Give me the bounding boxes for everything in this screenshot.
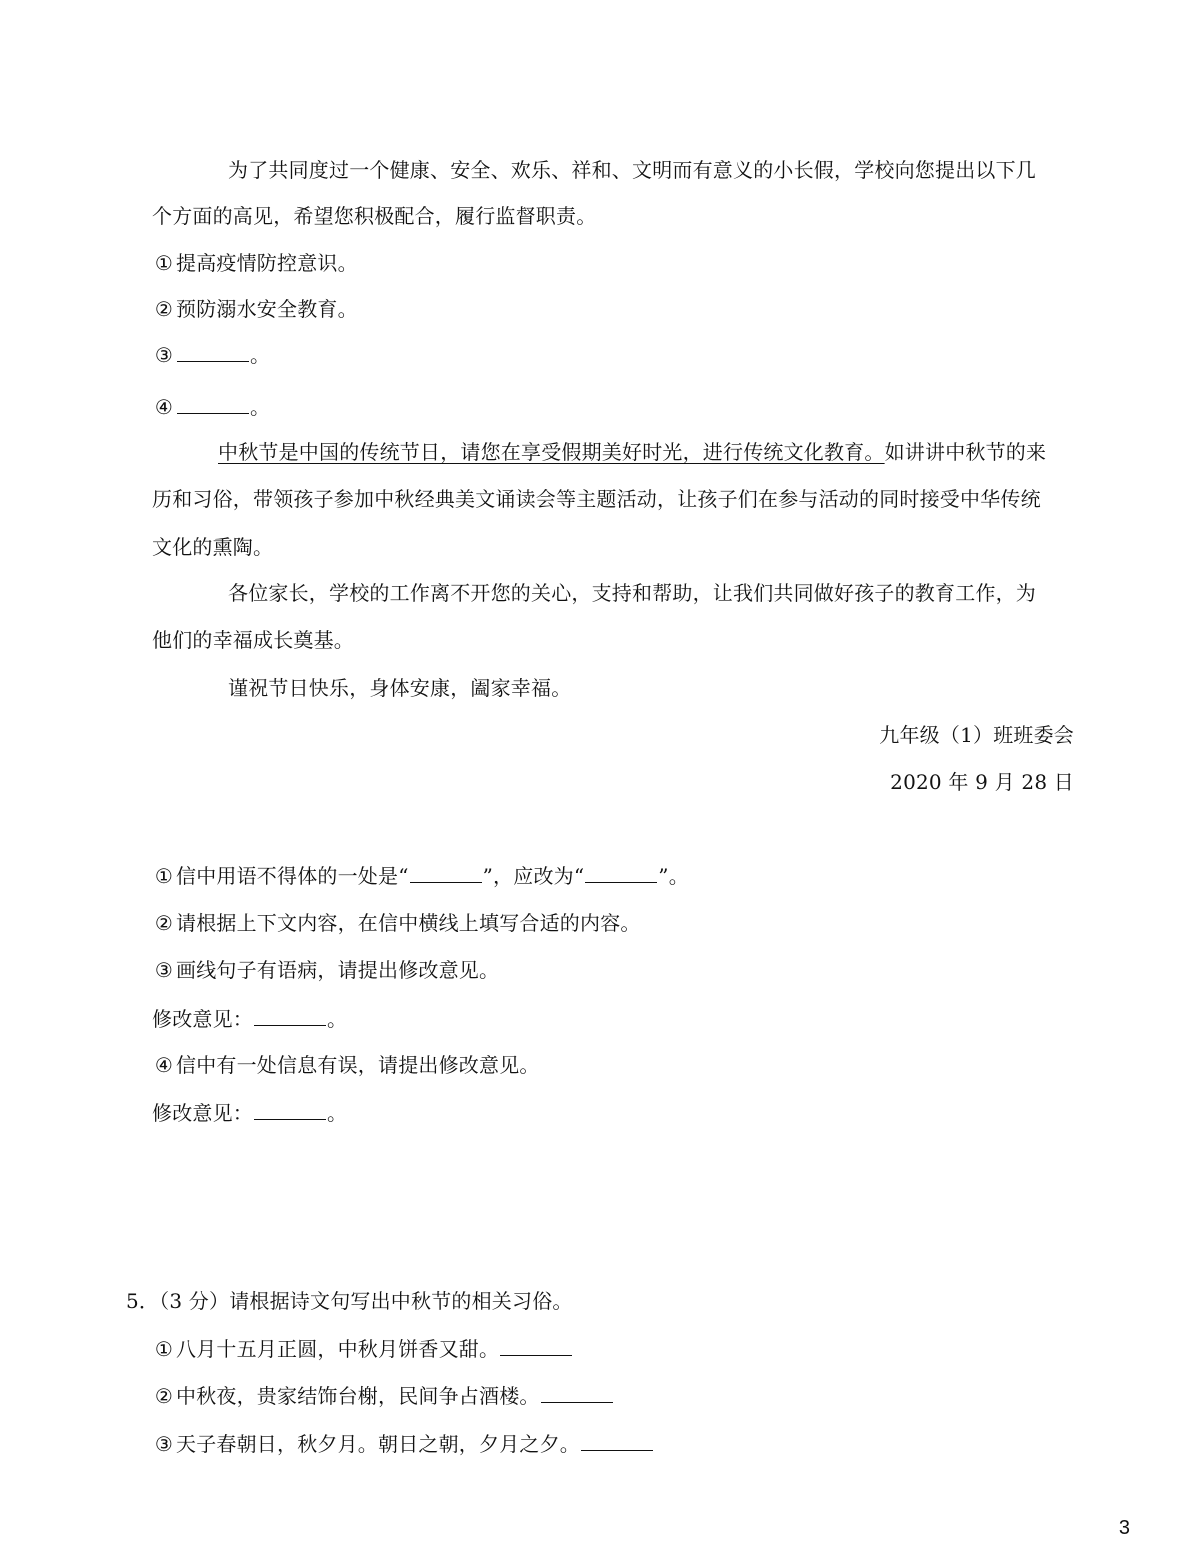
item-text: 。 <box>250 395 271 419</box>
item-text: 中秋夜，贵家结饰台榭，民间争占酒楼。 <box>176 1384 540 1408</box>
question-5-item-2 <box>152 1381 614 1411</box>
page-number: 3 <box>1118 1517 1130 1539</box>
letter-para3-line-2: 他们的幸福成长奠基。 <box>152 628 354 652</box>
item-number: ② <box>154 297 174 321</box>
item-number: ① <box>154 251 174 275</box>
question-number: ① <box>154 864 174 888</box>
letter-date: 2020 年 9 月 28 日 <box>890 770 1074 794</box>
question-text: 请根据上下文内容，在信中横线上填写合适的内容。 <box>176 911 641 935</box>
fill-blank[interactable] <box>585 862 657 883</box>
item-text: 提高疫情防控意识。 <box>176 251 358 275</box>
letter-para3-line-1: 各位家长，学校的工作离不开您的关心，支持和帮助，让我们共同做好孩子的教育工作，为 <box>228 581 1036 605</box>
question-3 <box>152 955 499 985</box>
question-text: ”，应改为“ <box>482 864 585 888</box>
fill-blank[interactable] <box>541 1382 613 1403</box>
item-number: ③ <box>154 343 174 367</box>
question-text: 画线句子有语病，请提出修改意见。 <box>176 958 500 982</box>
letter-item-1 <box>152 248 358 278</box>
question-4 <box>152 1050 540 1080</box>
letter-item-2 <box>152 294 358 324</box>
letter-wishes: 谨祝节日快乐，身体安康，阖家幸福。 <box>228 676 572 700</box>
fill-blank[interactable] <box>177 393 249 414</box>
question-number: ③ <box>154 958 174 982</box>
underlined-sentence: 中秋节是中国的传统节日，请您在享受假期美好时光，进行传统文化教育。 <box>218 440 885 464</box>
question-text: ”。 <box>658 864 689 888</box>
suggestion-label: 修改意见： <box>152 1101 253 1125</box>
item-text: 预防溺水安全教育。 <box>176 297 358 321</box>
letter-para2-line-3: 文化的熏陶。 <box>152 535 274 559</box>
item-text: 。 <box>250 343 271 367</box>
suggestion-label: 修改意见： <box>152 1007 253 1031</box>
fill-blank[interactable] <box>177 341 249 362</box>
item-number: ② <box>154 1384 174 1408</box>
question-5-title: 5．（3 分）请根据诗文句写出中秋节的相关习俗。 <box>126 1289 573 1313</box>
fill-blank[interactable] <box>581 1430 653 1451</box>
question-5-item-3 <box>152 1429 654 1459</box>
question-number: ② <box>154 911 174 935</box>
question-4-suggestion <box>152 1098 347 1128</box>
letter-signature: 九年级（1）班班委会 <box>879 723 1074 747</box>
item-number: ③ <box>154 1432 174 1456</box>
letter-para2-line-2: 历和习俗，带领孩子参加中秋经典美文诵读会等主题活动，让孩子们在参与活动的同时接受中华传统 <box>152 487 1041 511</box>
fill-blank[interactable] <box>410 862 482 883</box>
letter-para2-line-1 <box>218 437 1046 467</box>
question-2 <box>152 908 641 938</box>
suggestion-end: 。 <box>327 1101 348 1125</box>
question-text: 信中有一处信息有误，请提出修改意见。 <box>176 1053 540 1077</box>
letter-item-4 <box>152 392 270 422</box>
item-text: 八月十五月正圆，中秋月饼香又甜。 <box>176 1337 500 1361</box>
fill-blank[interactable] <box>254 1099 326 1120</box>
letter-intro-line-1: 为了共同度过一个健康、安全、欢乐、祥和、文明而有意义的小长假，学校向您提出以下几 <box>228 158 1036 182</box>
question-5-item-1 <box>152 1334 573 1364</box>
question-1 <box>152 861 689 891</box>
question-number: ④ <box>154 1053 174 1077</box>
letter-intro-line-2: 个方面的高见，希望您积极配合，履行监督职责。 <box>152 204 597 228</box>
para2-rest: 如讲讲中秋节的来 <box>884 440 1047 464</box>
item-number: ④ <box>154 395 174 419</box>
question-3-suggestion <box>152 1004 347 1034</box>
item-number: ① <box>154 1337 174 1361</box>
fill-blank[interactable] <box>500 1335 572 1356</box>
suggestion-end: 。 <box>327 1007 348 1031</box>
item-text: 天子春朝日，秋夕月。朝日之朝，夕月之夕。 <box>176 1432 580 1456</box>
letter-item-3 <box>152 340 270 370</box>
question-text: 信中用语不得体的一处是“ <box>176 864 409 888</box>
fill-blank[interactable] <box>254 1005 326 1026</box>
